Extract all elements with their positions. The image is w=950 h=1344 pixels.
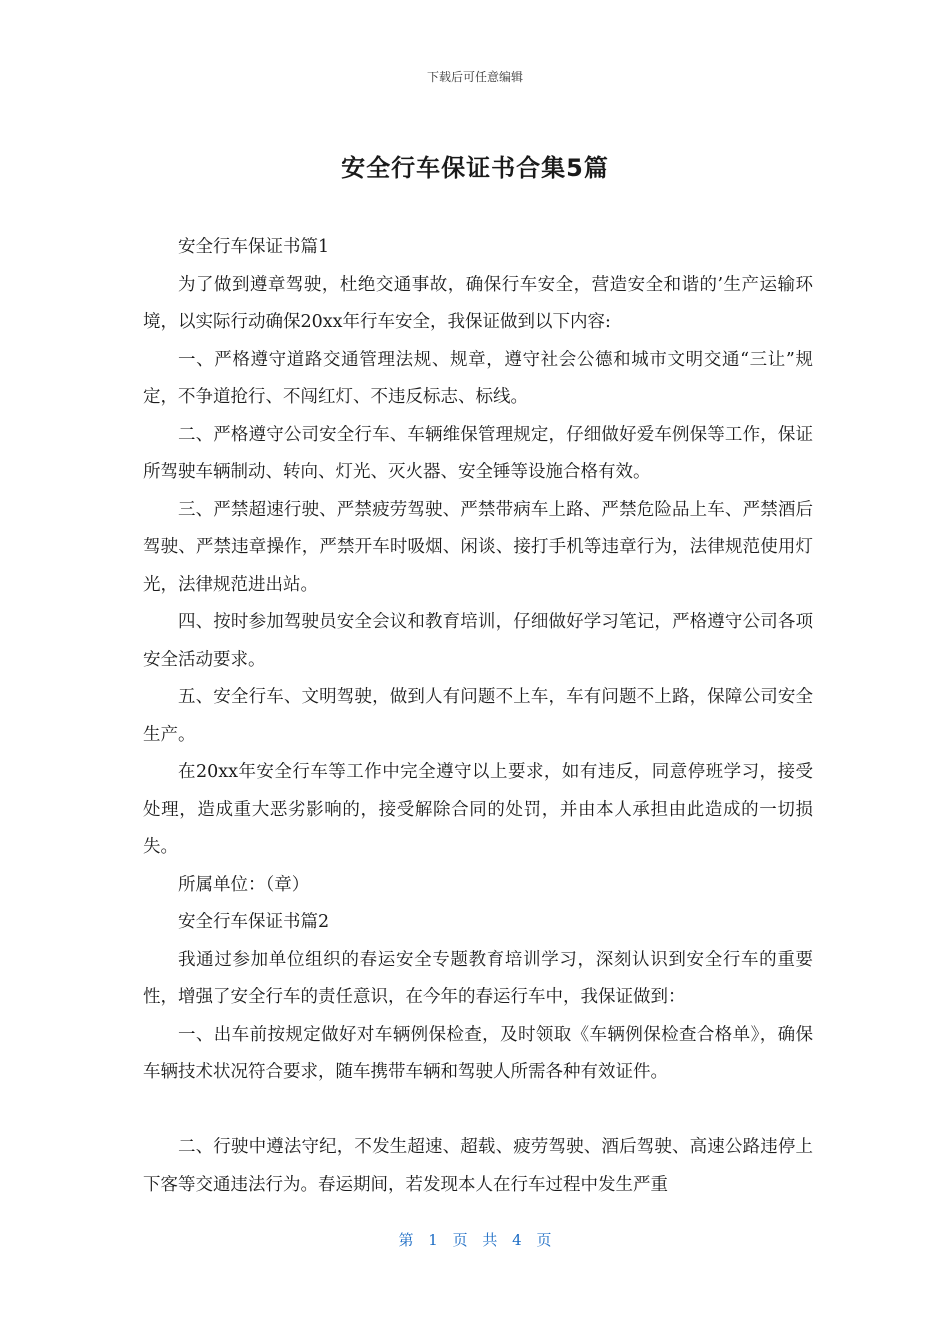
paragraph: 一、严格遵守道路交通管理法规、规章，遵守社会公德和城市文明交通“三让”规定，不争道抢行、不闯红灯、不违反标志、标线。 — [143, 349, 813, 407]
paragraph: 一、出车前按规定做好对车辆例保检查，及时领取《车辆例保检查合格单》，确保车辆技术状况符合要求，随车携带车辆和驾驶人所需各种有效证件。 — [143, 1024, 813, 1082]
section-heading-1: 安全行车保证书篇1 — [178, 237, 330, 257]
page-number: 第 1 页 共 4 页 — [398, 1231, 552, 1249]
paragraph: 五、安全行车、文明驾驶，做到人有问题不上车，车有问题不上路，保障公司安全生产。 — [143, 687, 813, 745]
paragraph: 三、严禁超速行驶、严禁疲劳驾驶、严禁带病车上路、严禁危险品上车、严禁酒后驾驶、严禁违章操作，严禁开车时吸烟、闲谈、接打手机等违章行为，法律规范使用灯光，法律规范进出站。 — [143, 499, 813, 595]
download-note: 下载后可任意编辑 — [426, 70, 523, 84]
document-body — [143, 229, 813, 1204]
paragraph: 四、按时参加驾驶员安全会议和教育培训，仔细做好学习笔记，严格遵守公司各项安全活动要求。 — [143, 612, 813, 670]
paragraph: 我通过参加单位组织的春运安全专题教育培训学习，深刻认识到安全行车的重要性，增强了安全行车的责任意识，在今年的春运行车中，我保证做到： — [143, 949, 813, 1007]
unit-stamp-line: 所属单位：（章） — [178, 874, 310, 895]
section-heading-2: 安全行车保证书篇2 — [178, 912, 330, 932]
document-title: 安全行车保证书合集5篇 — [341, 154, 609, 182]
paragraph: 为了做到遵章驾驶，杜绝交通事故，确保行车安全，营造安全和谐的’生产运输环境，以实际行动确保20xx年行车安全，我保证做到以下内容: — [143, 274, 813, 332]
paragraph: 在20xx年安全行车等工作中完全遵守以上要求，如有违反，同意停班学习，接受处理，造成重大恶劣影响的，接受解除合同的处罚，并由本人承担由此造成的一切损失。 — [143, 762, 813, 857]
paragraph: 二、严格遵守公司安全行车、车辆维保管理规定，仔细做好爱车例保等工作，保证所驾驶车辆制动、转向、灯光、灭火器、安全锤等设施合格有效。 — [143, 424, 813, 482]
paragraph: 二、行驶中遵法守纪，不发生超速、超载、疲劳驾驶、酒后驾驶、高速公路违停上下客等交通违法行为。春运期间，若发现本人在行车过程中发生严重 — [143, 1137, 813, 1195]
